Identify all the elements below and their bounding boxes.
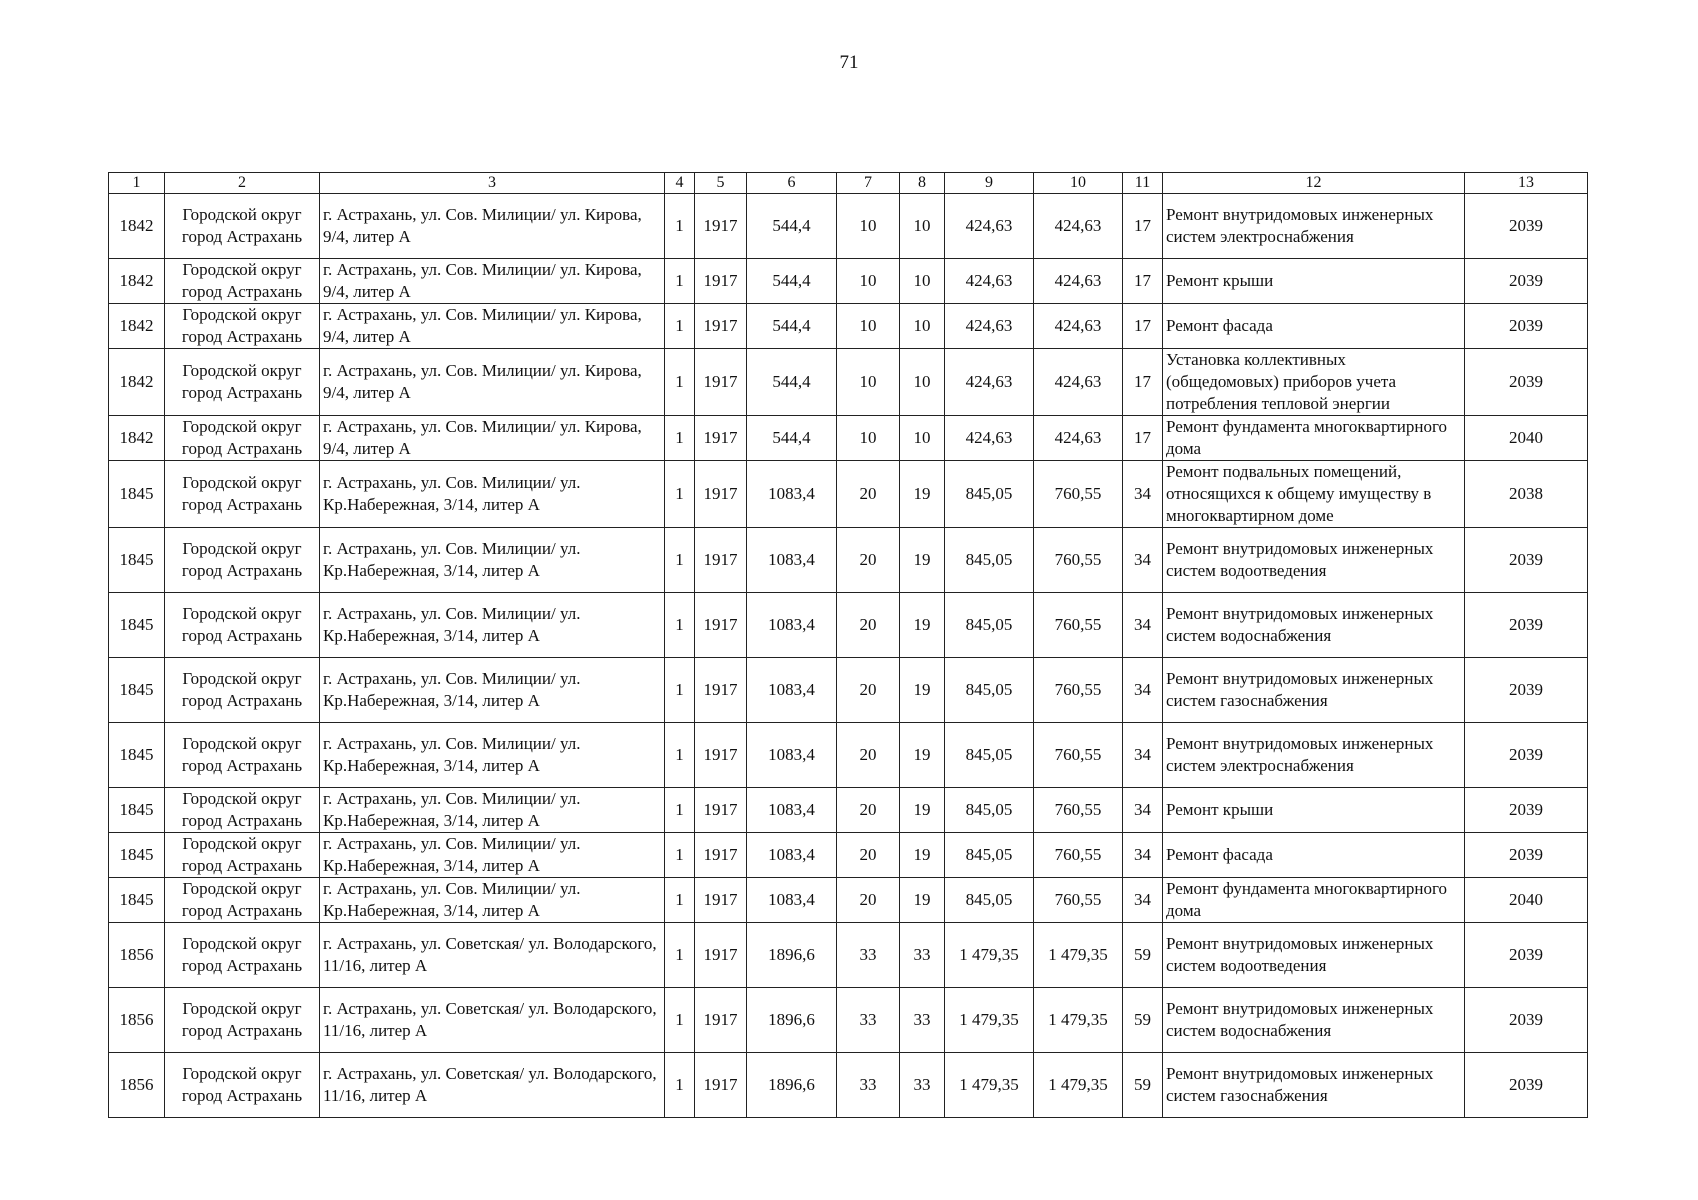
municipality-cell: Городской округ город Астрахань bbox=[165, 923, 320, 988]
col4-value-cell: 1 bbox=[665, 923, 695, 988]
build-year-cell: 1917 bbox=[695, 194, 747, 259]
area-cell: 1083,4 bbox=[747, 528, 837, 593]
address-cell: г. Астрахань, ул. Сов. Милиции/ ул. Кирова, 9/4, литер А bbox=[320, 194, 665, 259]
col10-value-cell: 1 479,35 bbox=[1034, 923, 1123, 988]
table-row bbox=[109, 416, 1588, 461]
area-cell: 1896,6 bbox=[747, 923, 837, 988]
planned-year-cell: 2039 bbox=[1465, 528, 1588, 593]
work-type-cell: Ремонт фундамента многоквартирного дома bbox=[1163, 878, 1465, 923]
col4-value-cell: 1 bbox=[665, 593, 695, 658]
col10-value-cell: 760,55 bbox=[1034, 833, 1123, 878]
col10-value-cell: 424,63 bbox=[1034, 416, 1123, 461]
area-cell: 1083,4 bbox=[747, 461, 837, 528]
area-cell: 544,4 bbox=[747, 304, 837, 349]
capital-repair-table bbox=[108, 172, 1588, 1118]
work-type-cell: Ремонт внутридомовых инженерных систем водоснабжения bbox=[1163, 593, 1465, 658]
address-cell: г. Астрахань, ул. Сов. Милиции/ ул. Кр.Набережная, 3/14, литер А bbox=[320, 461, 665, 528]
municipality-cell: Городской округ город Астрахань bbox=[165, 788, 320, 833]
col11-value-cell: 17 bbox=[1123, 416, 1163, 461]
col7-value-cell: 20 bbox=[837, 788, 900, 833]
column-number-row bbox=[109, 173, 1588, 194]
col9-value-cell: 424,63 bbox=[945, 416, 1034, 461]
work-type-cell: Ремонт подвальных помещений, относящихся к общему имуществу в многоквартирном доме bbox=[1163, 461, 1465, 528]
table-row bbox=[109, 528, 1588, 593]
col11-value-cell: 17 bbox=[1123, 194, 1163, 259]
col9-value-cell: 1 479,35 bbox=[945, 988, 1034, 1053]
col8-value-cell: 19 bbox=[900, 878, 945, 923]
build-year-cell: 1917 bbox=[695, 304, 747, 349]
col9-value-cell: 845,05 bbox=[945, 461, 1034, 528]
record-number-cell: 1856 bbox=[109, 988, 165, 1053]
record-number-cell: 1845 bbox=[109, 833, 165, 878]
col4-value-cell: 1 bbox=[665, 528, 695, 593]
col11-value-cell: 34 bbox=[1123, 788, 1163, 833]
municipality-cell: Городской округ город Астрахань bbox=[165, 658, 320, 723]
area-cell: 1083,4 bbox=[747, 593, 837, 658]
col10-value-cell: 760,55 bbox=[1034, 788, 1123, 833]
table-row bbox=[109, 723, 1588, 788]
address-cell: г. Астрахань, ул. Советская/ ул. Володарского, 11/16, литер А bbox=[320, 923, 665, 988]
col8-value-cell: 19 bbox=[900, 658, 945, 723]
record-number-cell: 1842 bbox=[109, 416, 165, 461]
municipality-cell: Городской округ город Астрахань bbox=[165, 461, 320, 528]
col4-value-cell: 1 bbox=[665, 878, 695, 923]
municipality-cell: Городской округ город Астрахань bbox=[165, 304, 320, 349]
table-row bbox=[109, 194, 1588, 259]
address-cell: г. Астрахань, ул. Советская/ ул. Володарского, 11/16, литер А bbox=[320, 988, 665, 1053]
build-year-cell: 1917 bbox=[695, 1053, 747, 1118]
area-cell: 1083,4 bbox=[747, 833, 837, 878]
municipality-cell: Городской округ город Астрахань bbox=[165, 833, 320, 878]
planned-year-cell: 2039 bbox=[1465, 304, 1588, 349]
col9-value-cell: 424,63 bbox=[945, 194, 1034, 259]
col4-value-cell: 1 bbox=[665, 349, 695, 416]
col10-value-cell: 424,63 bbox=[1034, 194, 1123, 259]
build-year-cell: 1917 bbox=[695, 833, 747, 878]
col8-value-cell: 10 bbox=[900, 349, 945, 416]
table-row bbox=[109, 878, 1588, 923]
col10-value-cell: 760,55 bbox=[1034, 528, 1123, 593]
col11-value-cell: 59 bbox=[1123, 988, 1163, 1053]
col8-value-cell: 19 bbox=[900, 593, 945, 658]
column-header: 13 bbox=[1465, 173, 1588, 194]
column-header: 11 bbox=[1123, 173, 1163, 194]
address-cell: г. Астрахань, ул. Сов. Милиции/ ул. Кр.Набережная, 3/14, литер А bbox=[320, 878, 665, 923]
build-year-cell: 1917 bbox=[695, 593, 747, 658]
build-year-cell: 1917 bbox=[695, 878, 747, 923]
col7-value-cell: 20 bbox=[837, 833, 900, 878]
col9-value-cell: 1 479,35 bbox=[945, 1053, 1034, 1118]
municipality-cell: Городской округ город Астрахань bbox=[165, 259, 320, 304]
work-type-cell: Ремонт внутридомовых инженерных систем газоснабжения bbox=[1163, 658, 1465, 723]
work-type-cell: Установка коллективных (общедомовых) приборов учета потребления тепловой энергии bbox=[1163, 349, 1465, 416]
col9-value-cell: 424,63 bbox=[945, 304, 1034, 349]
work-type-cell: Ремонт фасада bbox=[1163, 833, 1465, 878]
planned-year-cell: 2039 bbox=[1465, 349, 1588, 416]
col7-value-cell: 10 bbox=[837, 349, 900, 416]
col9-value-cell: 1 479,35 bbox=[945, 923, 1034, 988]
area-cell: 544,4 bbox=[747, 349, 837, 416]
address-cell: г. Астрахань, ул. Сов. Милиции/ ул. Кирова, 9/4, литер А bbox=[320, 416, 665, 461]
table-row bbox=[109, 304, 1588, 349]
area-cell: 1896,6 bbox=[747, 988, 837, 1053]
planned-year-cell: 2039 bbox=[1465, 723, 1588, 788]
work-type-cell: Ремонт внутридомовых инженерных систем газоснабжения bbox=[1163, 1053, 1465, 1118]
planned-year-cell: 2040 bbox=[1465, 416, 1588, 461]
col7-value-cell: 33 bbox=[837, 1053, 900, 1118]
record-number-cell: 1845 bbox=[109, 528, 165, 593]
col8-value-cell: 19 bbox=[900, 528, 945, 593]
municipality-cell: Городской округ город Астрахань bbox=[165, 194, 320, 259]
col8-value-cell: 33 bbox=[900, 923, 945, 988]
col7-value-cell: 20 bbox=[837, 593, 900, 658]
work-type-cell: Ремонт фасада bbox=[1163, 304, 1465, 349]
col10-value-cell: 424,63 bbox=[1034, 349, 1123, 416]
municipality-cell: Городской округ город Астрахань bbox=[165, 1053, 320, 1118]
address-cell: г. Астрахань, ул. Советская/ ул. Володарского, 11/16, литер А bbox=[320, 1053, 665, 1118]
col9-value-cell: 845,05 bbox=[945, 878, 1034, 923]
area-cell: 544,4 bbox=[747, 416, 837, 461]
municipality-cell: Городской округ город Астрахань bbox=[165, 593, 320, 658]
col11-value-cell: 17 bbox=[1123, 304, 1163, 349]
col10-value-cell: 760,55 bbox=[1034, 593, 1123, 658]
col8-value-cell: 19 bbox=[900, 461, 945, 528]
table-row bbox=[109, 593, 1588, 658]
table-row bbox=[109, 988, 1588, 1053]
col10-value-cell: 760,55 bbox=[1034, 461, 1123, 528]
area-cell: 1083,4 bbox=[747, 658, 837, 723]
col9-value-cell: 845,05 bbox=[945, 833, 1034, 878]
table-row bbox=[109, 923, 1588, 988]
column-header: 12 bbox=[1163, 173, 1465, 194]
record-number-cell: 1856 bbox=[109, 1053, 165, 1118]
table-row bbox=[109, 788, 1588, 833]
col9-value-cell: 845,05 bbox=[945, 658, 1034, 723]
table-row bbox=[109, 259, 1588, 304]
col4-value-cell: 1 bbox=[665, 723, 695, 788]
col10-value-cell: 760,55 bbox=[1034, 658, 1123, 723]
col4-value-cell: 1 bbox=[665, 788, 695, 833]
address-cell: г. Астрахань, ул. Сов. Милиции/ ул. Кирова, 9/4, литер А bbox=[320, 304, 665, 349]
table-row bbox=[109, 658, 1588, 723]
col8-value-cell: 19 bbox=[900, 833, 945, 878]
municipality-cell: Городской округ город Астрахань bbox=[165, 528, 320, 593]
area-cell: 1083,4 bbox=[747, 878, 837, 923]
col11-value-cell: 34 bbox=[1123, 833, 1163, 878]
record-number-cell: 1845 bbox=[109, 788, 165, 833]
planned-year-cell: 2039 bbox=[1465, 658, 1588, 723]
planned-year-cell: 2039 bbox=[1465, 259, 1588, 304]
col9-value-cell: 845,05 bbox=[945, 593, 1034, 658]
col8-value-cell: 19 bbox=[900, 788, 945, 833]
record-number-cell: 1845 bbox=[109, 878, 165, 923]
column-header: 2 bbox=[165, 173, 320, 194]
col10-value-cell: 1 479,35 bbox=[1034, 1053, 1123, 1118]
col7-value-cell: 33 bbox=[837, 988, 900, 1053]
col10-value-cell: 424,63 bbox=[1034, 304, 1123, 349]
area-cell: 544,4 bbox=[747, 194, 837, 259]
col7-value-cell: 20 bbox=[837, 461, 900, 528]
area-cell: 544,4 bbox=[747, 259, 837, 304]
address-cell: г. Астрахань, ул. Сов. Милиции/ ул. Кирова, 9/4, литер А bbox=[320, 259, 665, 304]
work-type-cell: Ремонт фундамента многоквартирного дома bbox=[1163, 416, 1465, 461]
address-cell: г. Астрахань, ул. Сов. Милиции/ ул. Кирова, 9/4, литер А bbox=[320, 349, 665, 416]
table-row bbox=[109, 349, 1588, 416]
col11-value-cell: 17 bbox=[1123, 259, 1163, 304]
col11-value-cell: 34 bbox=[1123, 593, 1163, 658]
record-number-cell: 1842 bbox=[109, 304, 165, 349]
page-number: 71 bbox=[839, 52, 859, 73]
address-cell: г. Астрахань, ул. Сов. Милиции/ ул. Кр.Набережная, 3/14, литер А bbox=[320, 723, 665, 788]
column-header: 6 bbox=[747, 173, 837, 194]
col4-value-cell: 1 bbox=[665, 194, 695, 259]
area-cell: 1083,4 bbox=[747, 788, 837, 833]
col9-value-cell: 845,05 bbox=[945, 528, 1034, 593]
col8-value-cell: 10 bbox=[900, 194, 945, 259]
address-cell: г. Астрахань, ул. Сов. Милиции/ ул. Кр.Набережная, 3/14, литер А bbox=[320, 593, 665, 658]
planned-year-cell: 2040 bbox=[1465, 878, 1588, 923]
record-number-cell: 1856 bbox=[109, 923, 165, 988]
municipality-cell: Городской округ город Астрахань bbox=[165, 878, 320, 923]
col8-value-cell: 10 bbox=[900, 304, 945, 349]
col4-value-cell: 1 bbox=[665, 461, 695, 528]
col7-value-cell: 20 bbox=[837, 723, 900, 788]
municipality-cell: Городской округ город Астрахань bbox=[165, 416, 320, 461]
build-year-cell: 1917 bbox=[695, 461, 747, 528]
col4-value-cell: 1 bbox=[665, 658, 695, 723]
col9-value-cell: 845,05 bbox=[945, 788, 1034, 833]
area-cell: 1896,6 bbox=[747, 1053, 837, 1118]
col7-value-cell: 10 bbox=[837, 259, 900, 304]
build-year-cell: 1917 bbox=[695, 988, 747, 1053]
column-header: 1 bbox=[109, 173, 165, 194]
planned-year-cell: 2039 bbox=[1465, 923, 1588, 988]
table-row bbox=[109, 833, 1588, 878]
planned-year-cell: 2039 bbox=[1465, 788, 1588, 833]
col4-value-cell: 1 bbox=[665, 1053, 695, 1118]
col7-value-cell: 20 bbox=[837, 658, 900, 723]
column-header: 8 bbox=[900, 173, 945, 194]
column-header: 9 bbox=[945, 173, 1034, 194]
col4-value-cell: 1 bbox=[665, 833, 695, 878]
record-number-cell: 1842 bbox=[109, 349, 165, 416]
address-cell: г. Астрахань, ул. Сов. Милиции/ ул. Кр.Набережная, 3/14, литер А bbox=[320, 528, 665, 593]
build-year-cell: 1917 bbox=[695, 349, 747, 416]
address-cell: г. Астрахань, ул. Сов. Милиции/ ул. Кр.Набережная, 3/14, литер А bbox=[320, 658, 665, 723]
address-cell: г. Астрахань, ул. Сов. Милиции/ ул. Кр.Набережная, 3/14, литер А bbox=[320, 833, 665, 878]
municipality-cell: Городской округ город Астрахань bbox=[165, 988, 320, 1053]
planned-year-cell: 2039 bbox=[1465, 833, 1588, 878]
column-header: 7 bbox=[837, 173, 900, 194]
col11-value-cell: 34 bbox=[1123, 723, 1163, 788]
col4-value-cell: 1 bbox=[665, 304, 695, 349]
col8-value-cell: 33 bbox=[900, 988, 945, 1053]
work-type-cell: Ремонт крыши bbox=[1163, 259, 1465, 304]
planned-year-cell: 2038 bbox=[1465, 461, 1588, 528]
col9-value-cell: 845,05 bbox=[945, 723, 1034, 788]
col8-value-cell: 10 bbox=[900, 259, 945, 304]
column-header: 3 bbox=[320, 173, 665, 194]
municipality-cell: Городской округ город Астрахань bbox=[165, 349, 320, 416]
work-type-cell: Ремонт внутридомовых инженерных систем водоотведения bbox=[1163, 528, 1465, 593]
col10-value-cell: 424,63 bbox=[1034, 259, 1123, 304]
table-row bbox=[109, 1053, 1588, 1118]
col10-value-cell: 1 479,35 bbox=[1034, 988, 1123, 1053]
work-type-cell: Ремонт внутридомовых инженерных систем водоснабжения bbox=[1163, 988, 1465, 1053]
work-type-cell: Ремонт внутридомовых инженерных систем электроснабжения bbox=[1163, 723, 1465, 788]
municipality-cell: Городской округ город Астрахань bbox=[165, 723, 320, 788]
col10-value-cell: 760,55 bbox=[1034, 723, 1123, 788]
col7-value-cell: 20 bbox=[837, 878, 900, 923]
record-number-cell: 1842 bbox=[109, 259, 165, 304]
col4-value-cell: 1 bbox=[665, 259, 695, 304]
col7-value-cell: 10 bbox=[837, 194, 900, 259]
record-number-cell: 1845 bbox=[109, 658, 165, 723]
col11-value-cell: 34 bbox=[1123, 658, 1163, 723]
work-type-cell: Ремонт крыши bbox=[1163, 788, 1465, 833]
build-year-cell: 1917 bbox=[695, 416, 747, 461]
col11-value-cell: 34 bbox=[1123, 461, 1163, 528]
area-cell: 1083,4 bbox=[747, 723, 837, 788]
col9-value-cell: 424,63 bbox=[945, 259, 1034, 304]
col7-value-cell: 20 bbox=[837, 528, 900, 593]
build-year-cell: 1917 bbox=[695, 923, 747, 988]
col11-value-cell: 59 bbox=[1123, 923, 1163, 988]
col7-value-cell: 10 bbox=[837, 416, 900, 461]
column-header: 10 bbox=[1034, 173, 1123, 194]
col8-value-cell: 19 bbox=[900, 723, 945, 788]
build-year-cell: 1917 bbox=[695, 788, 747, 833]
column-header: 4 bbox=[665, 173, 695, 194]
planned-year-cell: 2039 bbox=[1465, 988, 1588, 1053]
col4-value-cell: 1 bbox=[665, 416, 695, 461]
record-number-cell: 1845 bbox=[109, 593, 165, 658]
col11-value-cell: 17 bbox=[1123, 349, 1163, 416]
work-type-cell: Ремонт внутридомовых инженерных систем электроснабжения bbox=[1163, 194, 1465, 259]
col8-value-cell: 10 bbox=[900, 416, 945, 461]
planned-year-cell: 2039 bbox=[1465, 1053, 1588, 1118]
column-header: 5 bbox=[695, 173, 747, 194]
build-year-cell: 1917 bbox=[695, 259, 747, 304]
record-number-cell: 1845 bbox=[109, 461, 165, 528]
table-row bbox=[109, 461, 1588, 528]
build-year-cell: 1917 bbox=[695, 723, 747, 788]
col10-value-cell: 760,55 bbox=[1034, 878, 1123, 923]
col11-value-cell: 34 bbox=[1123, 528, 1163, 593]
planned-year-cell: 2039 bbox=[1465, 194, 1588, 259]
work-type-cell: Ремонт внутридомовых инженерных систем водоотведения bbox=[1163, 923, 1465, 988]
col8-value-cell: 33 bbox=[900, 1053, 945, 1118]
col11-value-cell: 34 bbox=[1123, 878, 1163, 923]
col11-value-cell: 59 bbox=[1123, 1053, 1163, 1118]
planned-year-cell: 2039 bbox=[1465, 593, 1588, 658]
col7-value-cell: 33 bbox=[837, 923, 900, 988]
build-year-cell: 1917 bbox=[695, 658, 747, 723]
record-number-cell: 1845 bbox=[109, 723, 165, 788]
address-cell: г. Астрахань, ул. Сов. Милиции/ ул. Кр.Набережная, 3/14, литер А bbox=[320, 788, 665, 833]
col9-value-cell: 424,63 bbox=[945, 349, 1034, 416]
col4-value-cell: 1 bbox=[665, 988, 695, 1053]
col7-value-cell: 10 bbox=[837, 304, 900, 349]
build-year-cell: 1917 bbox=[695, 528, 747, 593]
record-number-cell: 1842 bbox=[109, 194, 165, 259]
